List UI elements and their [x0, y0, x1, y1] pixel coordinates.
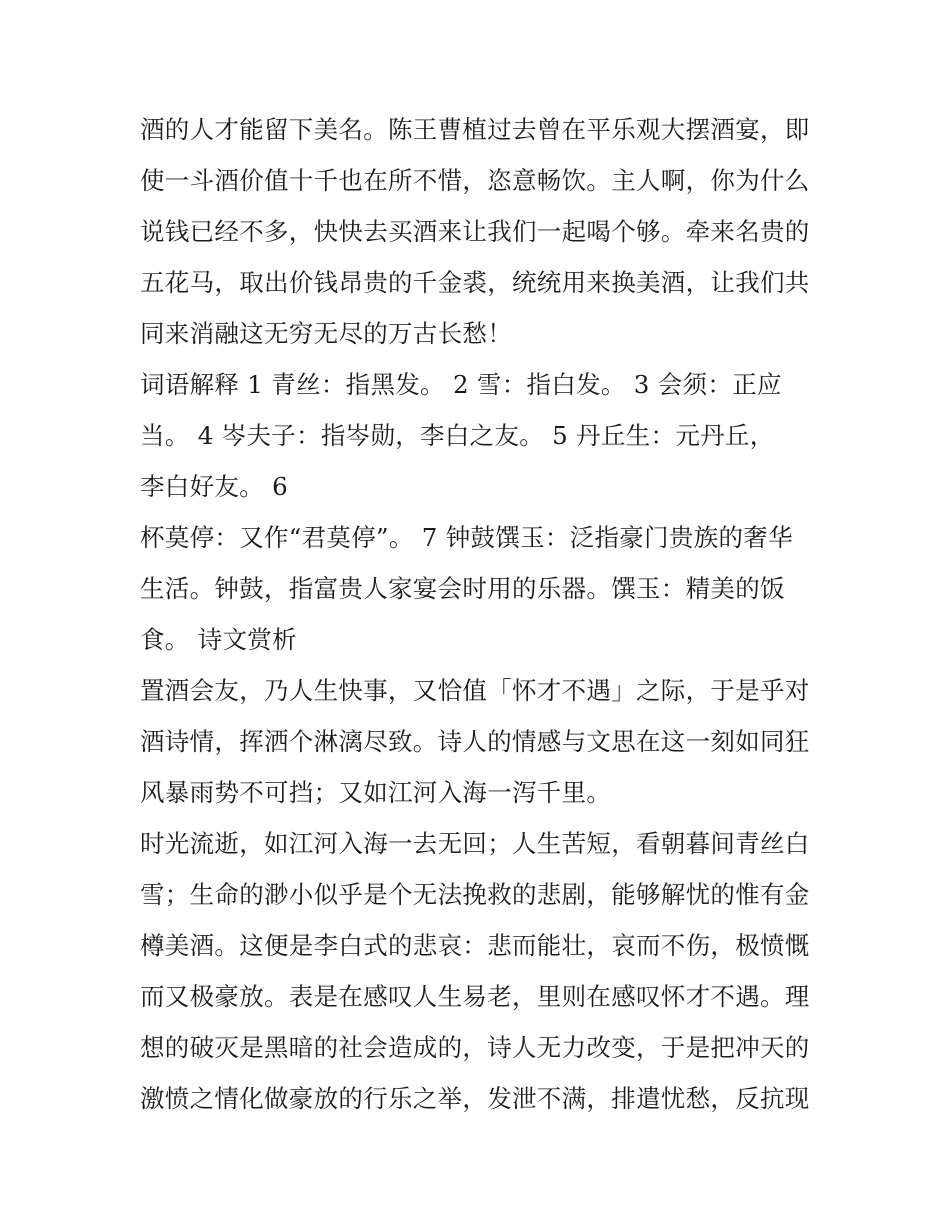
text-line: 时光流逝，如江河入海一去无回；人生苦短，看朝暮间青丝白 [140, 829, 810, 858]
text-line: 激愤之情化做豪放的行乐之举，发泄不满，排遣忧愁，反抗现 [140, 1084, 810, 1113]
text-line: 说钱已经不多，快快去买酒来让我们一起喝个够。牵来名贵的 [140, 217, 810, 246]
text-line: 而又极豪放。表是在感叹人生易老，里则在感叹怀才不遇。理 [140, 982, 810, 1011]
text-line: 使一斗酒价值十千也在所不惜，恣意畅饮。主人啊，你为什么 [140, 166, 810, 195]
text-line: 当。 4 岑夫子：指岑勋，李白之友。 5 丹丘生：元丹丘， [140, 421, 775, 450]
text-line: 同来消融这无穷无尽的万古长愁！ [140, 319, 512, 348]
text-line: 雪；生命的渺小似乎是个无法挽救的悲剧，能够解忧的惟有金 [140, 880, 810, 909]
text-line: 酒诗情，挥洒个淋漓尽致。诗人的情感与文思在这一刻如同狂 [140, 727, 810, 756]
section-heading-line: 食。 诗文赏析 [140, 625, 297, 654]
text-line: 樽美酒。这便是李白式的悲哀：悲而能壮，哀而不伤，极愤慨 [140, 931, 810, 960]
text-line: 生活。钟鼓，指富贵人家宴会时用的乐器。馔玉：精美的饭 [140, 574, 785, 603]
text-line: 李白好友。 6 [140, 472, 288, 501]
text-line: 风暴雨势不可挡；又如江河入海一泻千里。 [140, 778, 612, 807]
text-line: 词语解释 1 青丝：指黑发。 2 雪：指白发。 3 会须：正应 [140, 370, 782, 399]
text-line: 想的破灭是黑暗的社会造成的，诗人无力改变，于是把冲天的 [140, 1033, 810, 1062]
text-line: 杯莫停：又作“君莫停”。 7 钟鼓馔玉：泛指豪门贵族的奢华 [140, 523, 793, 552]
text-line: 置酒会友，乃人生快事，又恰值「怀才不遇」之际，于是乎对 [140, 676, 810, 705]
text-line: 五花马，取出价钱昂贵的千金裘，统统用来换美酒，让我们共 [140, 268, 810, 297]
text-line: 酒的人才能留下美名。陈王曹植过去曾在平乐观大摆酒宴，即 [140, 115, 810, 144]
